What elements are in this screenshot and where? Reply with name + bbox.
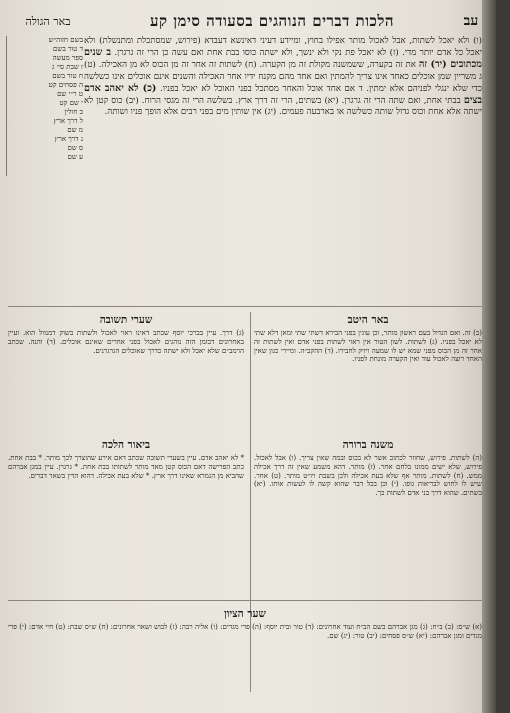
main-text xyxy=(84,36,482,304)
section-text-beur-halacha: * לא יאהב אדם. עיין בשערי תשובה שכתב דאם אירע שהוצרך לכך מותר. * בבת אחת. כתב הפרישה דאם הכוס קטן מאד מותר לשתותו בבת אחת. * גרגרן. עיין במגן אברהם שהביא מן הגמרא שאינו דרך ארץ. * שלא בעת אכילה. דהוא הדין בשאר דברים. xyxy=(8,454,244,480)
section-text-beer-heitev: (ב) זה. ואם הגדול בעם ראשון מותר, וכן עוגין בפני הבירא דשתי שתי ומאן דלא שתי לא יאכל בפניו. (ג) לשתות. לשון הטור אין ראוי לשתות בפני אדם ואין לשתות זה אחר זה מן הכוס מפני שמא יש לו שמעה ויזיק לחבירו. (ד) ההקב״ה. ומיירי כגון שאין האחד רוצה לאכול עוד ואין הקערה מונחת לפניו. xyxy=(254,329,482,364)
main-paragraph: (ו) ולא יאכל לשתות, אבל לאכול מותר אפילו בחוץ, ומיידע דעיני דאינשא דעבדא (פירוש, שמסתכלת ומתנשלת) ולא יאכל כל אדם יותר מדי. (ז) לא יאכל פת נקי ולא ינשך, ולא ישתה כוסו בבת אחת ואם עשה כן הרי זה גרגרן. xyxy=(84,36,482,59)
section-text-shaar-hatziyun: (א) ש״ס: (ב) ב״ח: (ג) מגן אברהם בשם הב״ח ועוד אחרונים: (ד) טור ובית יוסף: (ה) פרי מגדים: (ו) אליה רבה: (ז) לבוש ושאר אחרונים: (ח) ש״ס שבת: (ט) חיי אדם: (י) פרי מגדים ומגן אברהם: (יא) ש״ס פסחים: (יב) טור: (יג) שם. xyxy=(8,623,482,640)
section-title-mishnah-berurah: משנה ברורה xyxy=(342,439,394,451)
source-line: ספר מעשה xyxy=(52,54,83,62)
source-line: ז שבת סי׳ ג xyxy=(52,63,83,71)
divider xyxy=(8,306,482,307)
page-number: עב xyxy=(463,12,479,29)
source-line: ה פסחים קט xyxy=(48,81,83,89)
source-line: ד טור בשם xyxy=(53,45,83,53)
source-line: ט ר״י שם xyxy=(57,90,83,98)
main-paragraph: בבתי אחת, ואם שתה הרי זה גרגרן. (יא) בשתים, הרי זה דרך ארץ. בשלשה הרי זה מגסי הרוח. (יב) כוס קטן לא ישתה אלא אחת וכוס גדול שותה כשלשה או בארבעה פעמים. (יג) אין שותין מים בפני רבים אלא הופך פניו ושותה. xyxy=(84,96,482,118)
main-bold-phrase: ב שנים מכתובים (יד) זה xyxy=(84,47,482,71)
section-title-beer-heitev: באר היטב xyxy=(347,314,389,326)
section-title-beur-halacha: ביאור הלכה xyxy=(101,439,151,451)
main-paragraph: את זה בקערה, ששמשנה מקולת זה מן הקערה. (ח) לשתות זה אחר זה מן הכוס לא מן האכילה. (ט) ג משריין שמן אוכלים כאחד אינו צריך להמתין ואם אחד מהם מקנח ידיו אחר האכילה והשנים אינם אוכלים אינו כשלשה כדי שלא ינגלי לפניהם אלא ימתין. ד אם אחד אוכל והאחר מסתכל בפני האוכל לא יאכל בפניו. xyxy=(84,60,482,94)
section-title-shaarei-teshuvah: שערי תשובה xyxy=(99,314,153,326)
divider xyxy=(8,600,482,601)
section-text-shaarei-teshuvah: (ג) דרך. עיין בברכי יוסף שכתב דאינו ראוי לאכול ולשתות בשוק דמנוול הוא. ועיין באחרונים דבזמן הזה נוהגים לאכול בפני אחרים שאינם אוכלים. (ד) והנה. שכתב הרמב״ם שלא יאכל ולא ישתה כדרך שאוכלים הגרגרנים. xyxy=(8,329,244,355)
source-line: ל דרך ארץ xyxy=(53,117,83,125)
section-text-mishnah-berurah: (ה) לשתות. פירוש, שחוזר לכתוב אשר לא בכוס ובמה שאין צריך. (ו) אבל לאכול. פירוש, שלא ישים ממונו בלחם אחר. (ז) מותר. דהא משמע שאין זה דרך אכילה ממש. (ח) לשתות. מותר אף שלא בעת אכילה ולכן בשבת ויו״ט מותר. (ט) אחר. שיש לו לחוש לבריאות גופו. (י) וכן בכל דבר שהוא קשה לו לעשות אותו. (יא) בשתים. שהוא דרך בני אדם לשתות כך. xyxy=(254,454,482,498)
page-header xyxy=(8,10,486,32)
page-title: הלכות דברים הנוהגים בסעודה סימן קע xyxy=(149,11,395,30)
source-line: מ שם xyxy=(67,126,83,134)
source-line: בשם חזוה״ש xyxy=(48,36,83,44)
source-line: ס שם xyxy=(67,144,83,152)
source-line: כ חולין xyxy=(64,108,83,116)
book-spine xyxy=(482,0,496,713)
sources-sidebar xyxy=(6,36,83,176)
section-title-shaar-hatziyun: שער הציון xyxy=(224,608,266,620)
source-line: ע שם xyxy=(67,153,83,161)
source-line: ח טור בשם xyxy=(52,72,83,80)
main-bold-phrase: (כ) לא יאהב אדם בצים xyxy=(84,82,482,107)
footnotes-section xyxy=(8,606,482,710)
source-line: י שם קט xyxy=(59,99,83,107)
side-label: באר הגולה xyxy=(25,14,71,28)
source-line: נ דרך ארץ xyxy=(54,135,83,143)
